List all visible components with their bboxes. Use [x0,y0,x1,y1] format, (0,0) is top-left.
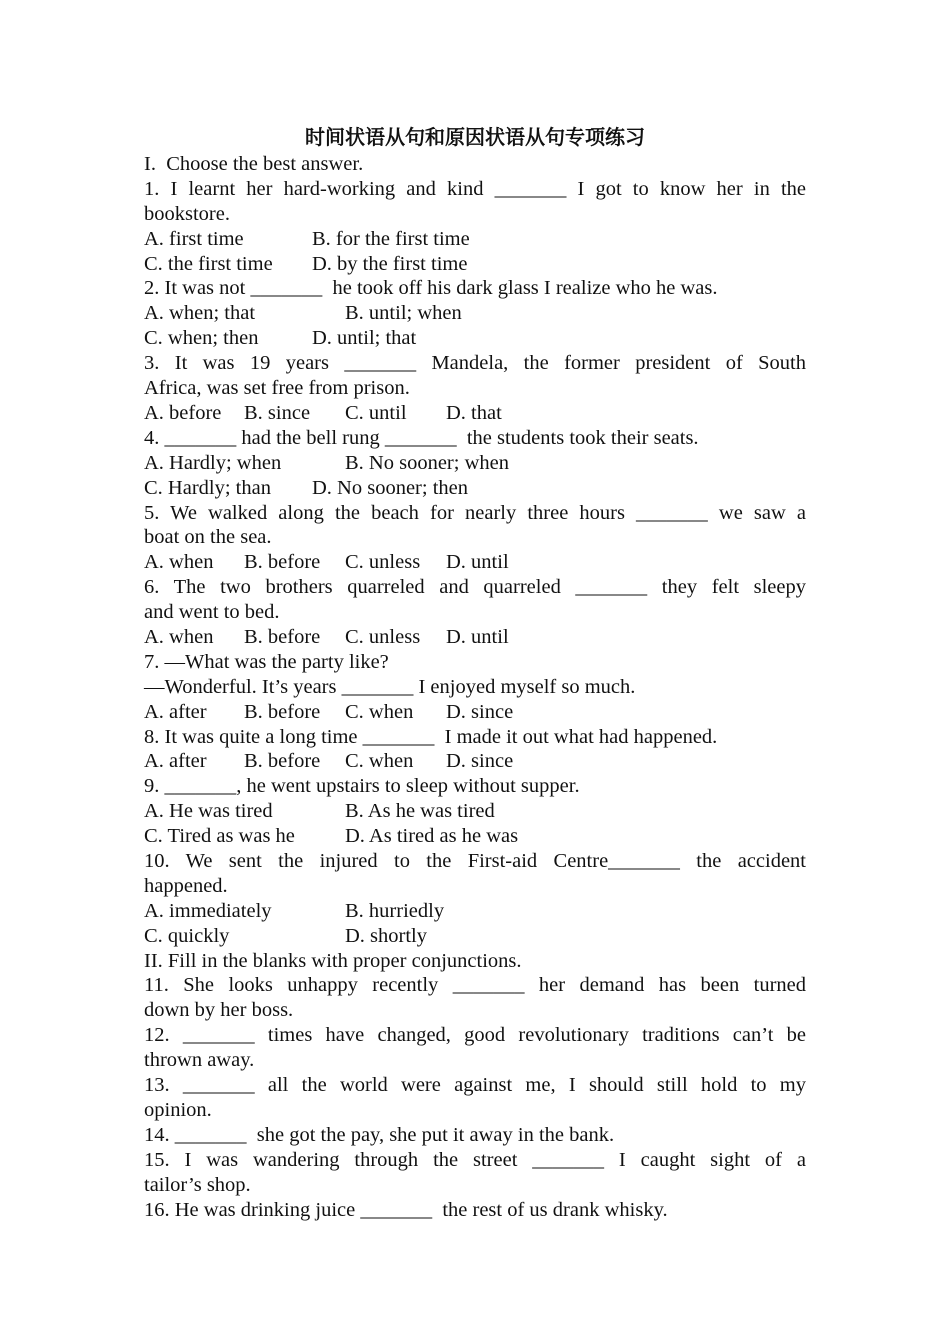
question-10-cont: happened. [144,874,228,897]
question-2: 2. It was not _______ he took off his dark glass I realize who he was. [144,277,718,300]
question-16: 16. He was drinking juice _______ the rest of us drank whisky. [144,1198,668,1221]
options-row [144,326,806,351]
option-d: D. until [446,625,509,648]
document-title: 时间状语从句和原因状语从句专项练习 [305,125,645,149]
section-heading: II. Fill in the blanks with proper conjunctions. [144,949,522,972]
question-15: 15. I was wandering through the street _______ I caught sight of a [144,1148,806,1171]
option-c: C. unless [345,551,421,574]
option-c: C. when [345,750,414,773]
option-c: C. when; then [144,327,259,350]
option-c: C. until [345,401,407,424]
option-a: A. first time [144,227,244,250]
question-12: 12. _______ times have changed, good revolutionary traditions can’t be [144,1024,806,1047]
question-4: 4. _______ had the bell rung _______ the students took their seats. [144,426,699,449]
option-a: A. after [144,750,207,773]
options-row [144,550,806,575]
option-d: D. since [446,700,514,723]
question-3: 3. It was 19 years _______ Mandela, the former president of South [144,352,806,375]
option-d: D. until; that [312,327,417,350]
question-1: 1. I learnt her hard-working and kind _______ I got to know her in the [144,177,806,200]
option-c: C. Hardly; than [144,476,271,499]
options-row [144,799,806,824]
options-row [144,476,806,501]
options-row [144,625,806,650]
options-row [144,824,806,849]
options-row [144,301,806,326]
option-c: C. Tired as was he [144,825,295,848]
option-b: B. No sooner; when [345,451,509,474]
option-c: C. unless [345,625,421,648]
option-c: C. the first time [144,252,273,275]
option-a: A. when [144,625,214,648]
option-b: B. before [244,700,321,723]
option-a: A. Hardly; when [144,451,282,474]
question-11-cont: down by her boss. [144,999,294,1022]
question-13: 13. _______ all the world were against me, I should still hold to my [144,1074,806,1097]
option-a: A. when; that [144,302,256,325]
options-row [144,451,806,476]
question-13-cont: opinion. [144,1098,212,1121]
question-8: 8. It was quite a long time _______ I made it out what had happened. [144,725,718,748]
option-d: D. As tired as he was [345,825,519,848]
option-c: C. when [345,700,414,723]
option-b: B. for the first time [312,227,470,250]
options-row [144,899,806,924]
option-d: D. shortly [345,924,427,947]
question-5-cont: boat on the sea. [144,526,272,549]
options-row [144,401,806,426]
options-row [144,252,806,277]
question-9: 9. _______, he went upstairs to sleep without supper. [144,775,580,798]
option-b: B. before [244,551,321,574]
option-b: B. before [244,750,321,773]
option-d: D. that [446,401,502,424]
document-page [144,122,806,1222]
options-row [144,227,806,252]
option-a: A. He was tired [144,800,273,823]
option-d: D. by the first time [312,252,468,275]
section-heading: I. Choose the best answer. [144,153,364,175]
option-c: C. quickly [144,924,230,947]
option-a: A. immediately [144,899,272,922]
question-15-cont: tailor’s shop. [144,1173,251,1196]
question-7: 7. —What was the party like? [144,650,389,673]
option-d: D. No sooner; then [312,476,469,499]
options-row [144,700,806,725]
option-b: B. until; when [345,302,462,325]
question-6: 6. The two brothers quarreled and quarreled _______ they felt sleepy [144,576,806,599]
question-7-cont: —Wonderful. It’s years _______ I enjoyed myself so much. [144,675,636,698]
option-b: B. hurriedly [345,899,445,922]
question-11: 11. She looks unhappy recently _______ her demand has been turned [144,974,806,997]
question-12-cont: thrown away. [144,1049,255,1072]
question-3-cont: Africa, was set free from prison. [144,377,410,400]
option-a: A. when [144,551,214,574]
question-5: 5. We walked along the beach for nearly three hours _______ we saw a [144,501,806,524]
option-d: D. since [446,750,514,773]
question-1-cont: bookstore. [144,202,230,225]
option-a: A. after [144,700,207,723]
option-b: B. since [244,401,311,424]
question-6-cont: and went to bed. [144,601,280,624]
option-b: B. before [244,625,321,648]
option-a: A. before [144,401,222,424]
question-10: 10. We sent the injured to the First-aid Centre_______ the accident [144,850,806,872]
options-row [144,924,806,949]
question-14: 14. _______ she got the pay, she put it away in the bank. [144,1123,615,1146]
option-b: B. As he was tired [345,800,495,823]
option-d: D. until [446,551,509,574]
options-row [144,749,806,774]
